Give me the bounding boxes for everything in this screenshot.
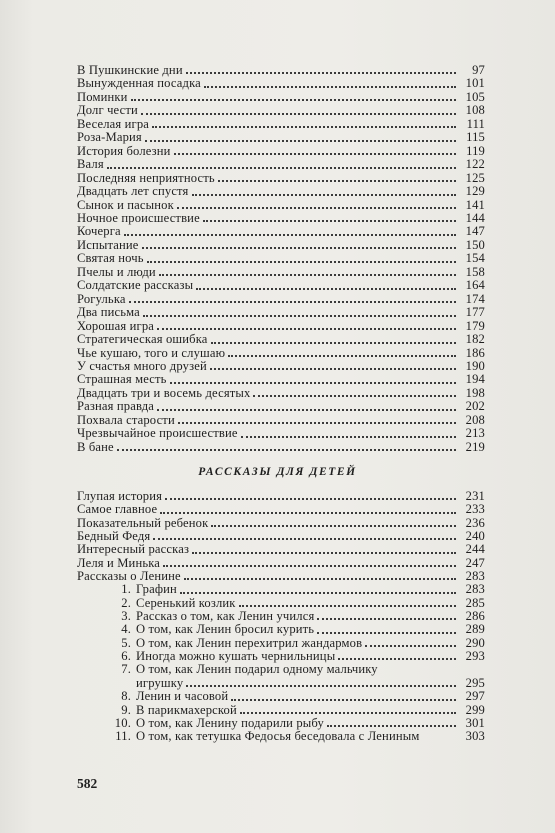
entry-title: Показательный ребенок <box>77 515 209 530</box>
entry-page: 186 <box>465 345 485 360</box>
entry-page: 240 <box>465 529 485 544</box>
dot-leader <box>240 702 456 714</box>
entry-number: 6. <box>121 649 131 664</box>
entry-page: 108 <box>465 103 485 118</box>
dot-leader <box>147 251 456 263</box>
entry-page: 158 <box>465 264 485 279</box>
dot-leader <box>317 622 456 634</box>
dot-leader <box>159 264 456 276</box>
dot-leader <box>165 488 456 500</box>
entry-page: 299 <box>465 702 485 717</box>
dot-leader <box>421 734 457 744</box>
entry-title: Ленин и часовой <box>136 689 229 704</box>
dot-leader <box>153 528 456 540</box>
dot-leader <box>253 385 456 397</box>
entry-title: Двадцать лет спустя <box>77 184 189 199</box>
dot-leader <box>231 689 456 701</box>
dot-leader <box>178 412 456 424</box>
entry-page: 295 <box>465 675 485 690</box>
entry-title: О том, как Ленин подарил одному мальчику <box>136 662 378 677</box>
entry-title: Сынок и пасынок <box>77 197 174 212</box>
entry-page: 111 <box>466 116 485 131</box>
entry-page: 150 <box>465 237 485 252</box>
entry-number: 2. <box>121 595 131 610</box>
dot-leader <box>142 237 456 249</box>
entry-title: Бедный Федя <box>77 529 151 544</box>
dot-leader <box>204 76 456 88</box>
toc-entry <box>77 441 485 454</box>
entry-title: Леля и Минька <box>77 555 161 570</box>
dot-leader <box>157 399 456 411</box>
entry-page: 190 <box>465 358 485 373</box>
entry-page: 233 <box>465 502 485 517</box>
entry-number: 11. <box>115 729 131 744</box>
contents-list-stories <box>77 64 485 454</box>
entry-title: Долг чести <box>77 103 138 118</box>
entry-title: Рассказ о том, как Ленин учился <box>136 609 315 624</box>
entry-number: 7. <box>121 662 131 677</box>
entry-title: Рассказы о Ленине <box>77 569 181 584</box>
entry-title: Графин <box>136 582 177 597</box>
entry-page: 283 <box>465 569 485 584</box>
entry-page: 129 <box>465 184 485 199</box>
entry-title-continued: игрушку <box>136 675 184 690</box>
entry-number: 3. <box>121 609 131 624</box>
dot-leader <box>107 157 456 169</box>
dot-leader <box>241 426 456 438</box>
entry-title: Интересный рассказ <box>77 542 190 557</box>
dot-leader <box>170 372 456 384</box>
dot-leader <box>211 332 456 344</box>
entry-page: 164 <box>465 278 485 293</box>
entry-title: Чрезвычайное происшествие <box>77 426 238 441</box>
dot-leader <box>317 608 456 620</box>
entry-title: О том, как Ленин перехитрил жандармов <box>136 635 363 650</box>
entry-page: 289 <box>465 622 485 637</box>
entry-page: 283 <box>465 582 485 597</box>
dot-leader <box>239 595 456 607</box>
entry-page: 301 <box>465 715 485 730</box>
entry-title: Солдатские рассказы <box>77 278 194 293</box>
entry-title: Святая ночь <box>77 251 144 266</box>
entry-title: В Пушкинские дни <box>77 63 183 77</box>
dot-leader <box>177 197 456 209</box>
entry-title: Страшная месть <box>77 372 167 387</box>
entry-title: Глупая история <box>77 489 163 503</box>
dot-leader <box>196 278 456 290</box>
entry-page: 122 <box>465 157 485 172</box>
dot-leader <box>131 89 456 101</box>
entry-title: Иногда можно кушать чернильницы <box>136 649 336 664</box>
entry-title: Валя <box>77 157 104 172</box>
entry-title: Похвала старости <box>77 412 175 427</box>
entry-title: Разная правда <box>77 399 155 414</box>
entry-page: 119 <box>466 143 485 158</box>
entry-page: 198 <box>465 385 485 400</box>
dot-leader <box>338 648 456 660</box>
entry-page: 285 <box>465 595 485 610</box>
page-number: 582 <box>77 776 98 791</box>
entry-title: Самое главное <box>77 502 158 517</box>
entry-page: 125 <box>465 170 485 185</box>
entry-title: Рогулька <box>77 291 126 306</box>
entry-number: 9. <box>121 702 131 717</box>
dot-leader <box>143 305 456 317</box>
entry-page: 101 <box>465 76 485 91</box>
section-heading: РАССКАЗЫ ДЛЯ ДЕТЕЙ <box>198 466 357 478</box>
dot-leader <box>228 345 456 357</box>
entry-title: Веселая игра <box>77 116 150 131</box>
entry-title: О том, как Ленин бросил курить <box>136 622 315 637</box>
dot-leader <box>203 210 456 222</box>
entry-title: Вынужденная посадка <box>77 76 201 91</box>
dot-leader <box>327 715 456 727</box>
dot-leader <box>141 103 456 115</box>
entry-number: 4. <box>121 622 131 637</box>
entry-number: 8. <box>121 689 131 704</box>
dot-leader <box>152 116 456 128</box>
dot-leader <box>157 318 456 330</box>
entry-title: Последняя неприятность <box>77 170 215 185</box>
contents-list-childrens-stories <box>77 490 485 744</box>
entry-page: 177 <box>465 305 485 320</box>
entry-number: 1. <box>121 582 131 597</box>
dot-leader <box>184 568 456 580</box>
entry-page: 247 <box>465 555 485 570</box>
entry-title: Пчелы и люди <box>77 264 156 279</box>
entry-page: 97 <box>472 63 485 77</box>
dot-leader <box>218 170 456 182</box>
entry-title: Роза-Мария <box>77 130 142 145</box>
entry-page: 154 <box>465 251 485 266</box>
entry-page: 208 <box>465 412 485 427</box>
entry-title: Двадцать три и восемь десятых <box>77 385 251 400</box>
entry-page: 236 <box>465 515 485 530</box>
entry-page: 174 <box>465 291 485 306</box>
toc-subentry <box>111 717 485 730</box>
entry-title: Серенький козлик <box>136 595 236 610</box>
dot-leader <box>192 542 456 554</box>
entry-page: 297 <box>465 689 485 704</box>
dot-leader <box>129 291 456 303</box>
entry-title: Кочерга <box>77 224 121 239</box>
entry-page: 182 <box>465 332 485 347</box>
entry-number: 10. <box>114 715 131 730</box>
toc-subentry <box>111 730 485 743</box>
dot-leader <box>145 130 456 142</box>
entry-page: 147 <box>465 224 485 239</box>
entry-number: 5. <box>121 635 131 650</box>
entry-title: Чье кушаю, того и слушаю <box>77 345 226 360</box>
toc-subentry <box>111 650 485 663</box>
entry-page: 244 <box>465 542 485 557</box>
entry-title: История болезни <box>77 143 171 158</box>
dot-leader <box>180 582 456 594</box>
dot-leader <box>211 515 456 527</box>
entry-page: 141 <box>465 197 485 212</box>
entry-page: 286 <box>465 609 485 624</box>
dot-leader <box>186 62 456 74</box>
entry-title: Стратегическая ошибка <box>77 332 208 347</box>
dot-leader <box>192 184 457 196</box>
entry-title: У счастья много друзей <box>77 358 207 373</box>
entry-page: 303 <box>465 729 485 744</box>
entry-page: 213 <box>465 426 485 441</box>
entry-title: Испытание <box>77 237 139 252</box>
entry-title: Хорошая игра <box>77 318 155 333</box>
dot-leader <box>365 635 456 647</box>
entry-title: В парикмахерской <box>136 702 237 717</box>
entry-title: О том, как тетушка Федосья беседовала с Лениным <box>136 729 420 744</box>
entry-title: О том, как Ленину подарили рыбу <box>136 715 324 730</box>
dot-leader <box>174 143 456 155</box>
dot-leader <box>160 502 456 514</box>
entry-page: 115 <box>466 130 485 145</box>
dot-leader <box>124 224 456 236</box>
dot-leader <box>163 555 456 567</box>
dot-leader <box>117 439 456 451</box>
entry-page: 179 <box>465 318 485 333</box>
entry-page: 202 <box>465 399 485 414</box>
dot-leader <box>210 358 456 370</box>
entry-page: 144 <box>465 210 485 225</box>
entry-title: Поминки <box>77 89 128 104</box>
entry-page: 194 <box>465 372 485 387</box>
entry-page: 293 <box>465 649 485 664</box>
entry-page: 290 <box>465 635 485 650</box>
entry-title: В бане <box>77 439 114 454</box>
entry-page: 219 <box>465 439 485 454</box>
entry-title: Ночное происшествие <box>77 210 200 225</box>
entry-page: 105 <box>465 89 485 104</box>
dot-leader <box>186 675 456 687</box>
entry-title: Два письма <box>77 305 140 320</box>
entry-page: 231 <box>465 489 485 503</box>
